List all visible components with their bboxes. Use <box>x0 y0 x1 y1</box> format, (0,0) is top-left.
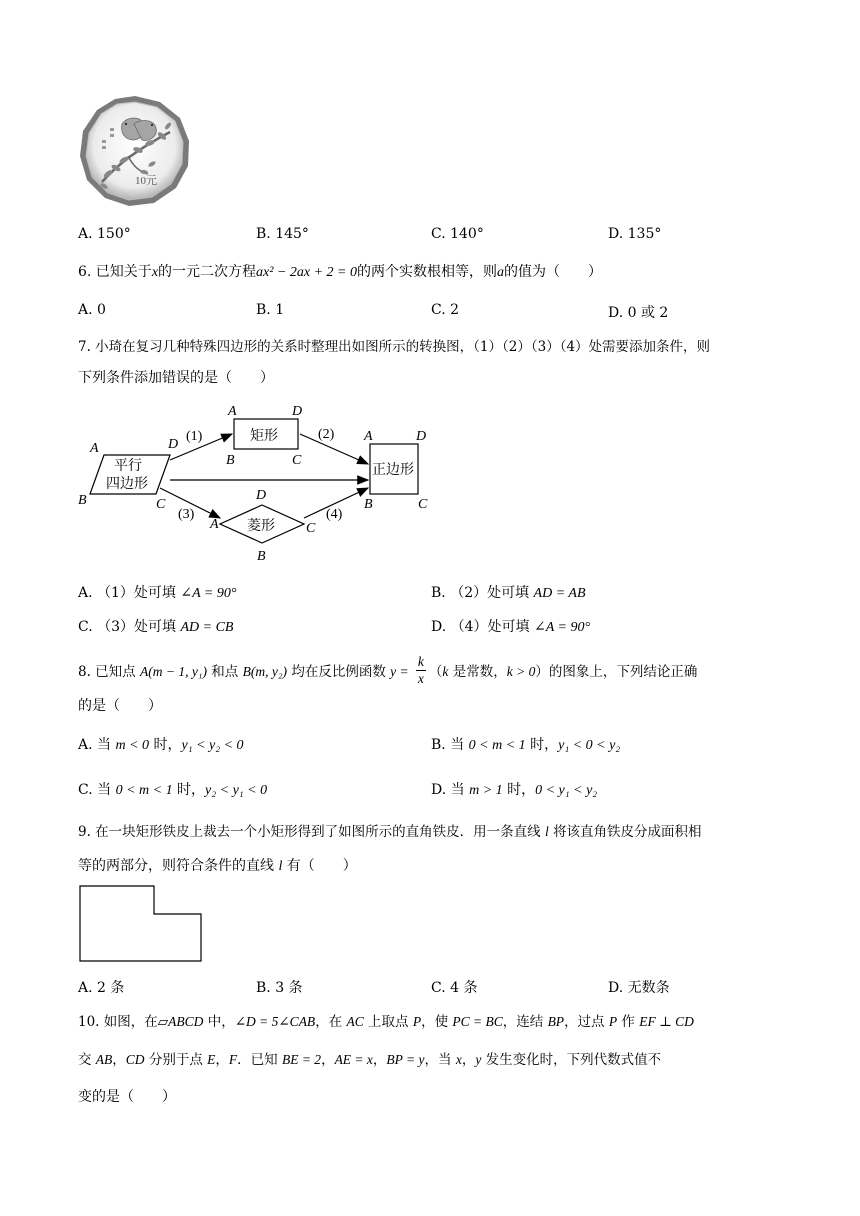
step-4-label: (4) <box>326 507 343 522</box>
step-2-label: (2) <box>318 427 335 442</box>
svg-text:C: C <box>156 497 166 512</box>
svg-text:D: D <box>416 429 427 444</box>
q10-stem-line1: 10. 如图，在▱ABCD 中，∠D = 5∠CAB，在 AC 上取点 P，使 PC = BC，连结 BP，过点 P 作 EF ⊥ CD <box>78 1014 694 1030</box>
svg-text:C: C <box>306 521 316 536</box>
svg-text:A: A <box>228 404 237 419</box>
q7-option-c: C. （3）处可填 AD = CB <box>78 619 234 635</box>
q9-option-d: D. 无数条 <box>608 980 670 996</box>
q7-option-a: A. （1）处可填 ∠A = 90° <box>78 585 237 601</box>
parallelogram-label-1: 平行 <box>114 459 142 474</box>
svg-text:D: D <box>168 437 179 452</box>
q6-option-c: C. 2 <box>431 302 460 318</box>
q8-stem-line1: 8. 已知点 A(m − 1, y₁) 和点 B(m, y₂) 均在反比例函数 y = $\frac{k}{x}$ （k 是常数，k > 0）的图象上，下列结论正确 <box>78 654 698 686</box>
q7-option-d: D. （4）处可填 ∠A = 90° <box>431 619 591 635</box>
svg-text:B: B <box>226 453 235 468</box>
coin-image <box>78 94 192 208</box>
svg-text:A: A <box>90 441 99 456</box>
svg-text:B: B <box>257 549 266 564</box>
q9-stem-line1: 9. 在一块矩形铁皮上裁去一个小矩形得到了如图所示的直角铁皮．用一条直线 l 将该直角铁皮分成面积相 <box>78 824 702 840</box>
svg-text:B: B <box>364 497 373 512</box>
q6-stem: 6. 已知关于x的一元二次方程ax² − 2ax + 2 = 0的两个实数根相等，则a的值为（ ） <box>78 264 602 280</box>
svg-text:D: D <box>292 404 303 419</box>
q9-option-b: B. 3 条 <box>256 980 303 996</box>
q7-stem-line1: 7. 小琦在复习几种特殊四边形的关系时整理出如图所示的转换图，（1）（2）（3）（4）处需要添加条件，则 <box>78 339 711 355</box>
q7-option-b: B. （2）处可填 AD = AB <box>431 585 586 601</box>
q9-option-a: A. 2 条 <box>78 980 125 996</box>
l-shape-figure <box>78 884 204 964</box>
q9-stem-line2: 等的两部分，则符合条件的直线 l 有（ ） <box>78 858 357 874</box>
q8-option-c: C. 当 0 < m < 1 时，y₂ < y₁ < 0 <box>78 782 268 798</box>
svg-text:A: A <box>210 517 219 532</box>
q8-stem-line2: 的是（ ） <box>78 698 162 714</box>
rectangle-label: 矩形 <box>250 429 278 444</box>
svg-text:A: A <box>364 429 373 444</box>
q5-option-a: A. 150° <box>78 226 131 242</box>
q5-option-d: D. 135° <box>608 226 662 242</box>
q6-option-a: A. 0 <box>78 302 106 318</box>
step-1-label: (1) <box>186 429 203 444</box>
parallelogram-label-2: 四边形 <box>106 477 148 492</box>
step-3-label: (3) <box>178 507 195 522</box>
svg-text:B: B <box>78 493 87 508</box>
svg-text:D: D <box>256 488 267 503</box>
q10-stem-line2: 交 AB，CD 分别于点 E，F．已知 BE = 2，AE = x，BP = y，当 x，y 发生变化时，下列代数式值不 <box>78 1052 662 1068</box>
q10-stem-line3: 变的是（ ） <box>78 1089 176 1105</box>
coin-denomination: 10元 <box>135 175 157 187</box>
quadrilateral-diagram <box>74 400 444 566</box>
q5-option-b: B. 145° <box>256 226 309 242</box>
q7-stem-line2: 下列条件添加错误的是（ ） <box>78 370 274 386</box>
fraction-k-over-x: $\frac{k}{x}$ <box>417 654 424 686</box>
svg-text:C: C <box>418 497 428 512</box>
square-label: 正边形 <box>372 463 414 478</box>
q6-option-d: D. 0 或 2 <box>608 305 669 321</box>
q5-option-c: C. 140° <box>431 226 484 242</box>
q6-option-b: B. 1 <box>256 302 285 318</box>
q8-option-a: A. 当 m < 0 时，y₁ < y₂ < 0 <box>78 737 244 753</box>
rhombus-label: 菱形 <box>247 519 275 534</box>
q8-option-b: B. 当 0 < m < 1 时，y₁ < 0 < y₂ <box>431 737 621 753</box>
q8-option-d: D. 当 m > 1 时，0 < y₁ < y₂ <box>431 782 598 798</box>
q9-option-c: C. 4 条 <box>431 980 478 996</box>
svg-text:C: C <box>292 453 302 468</box>
